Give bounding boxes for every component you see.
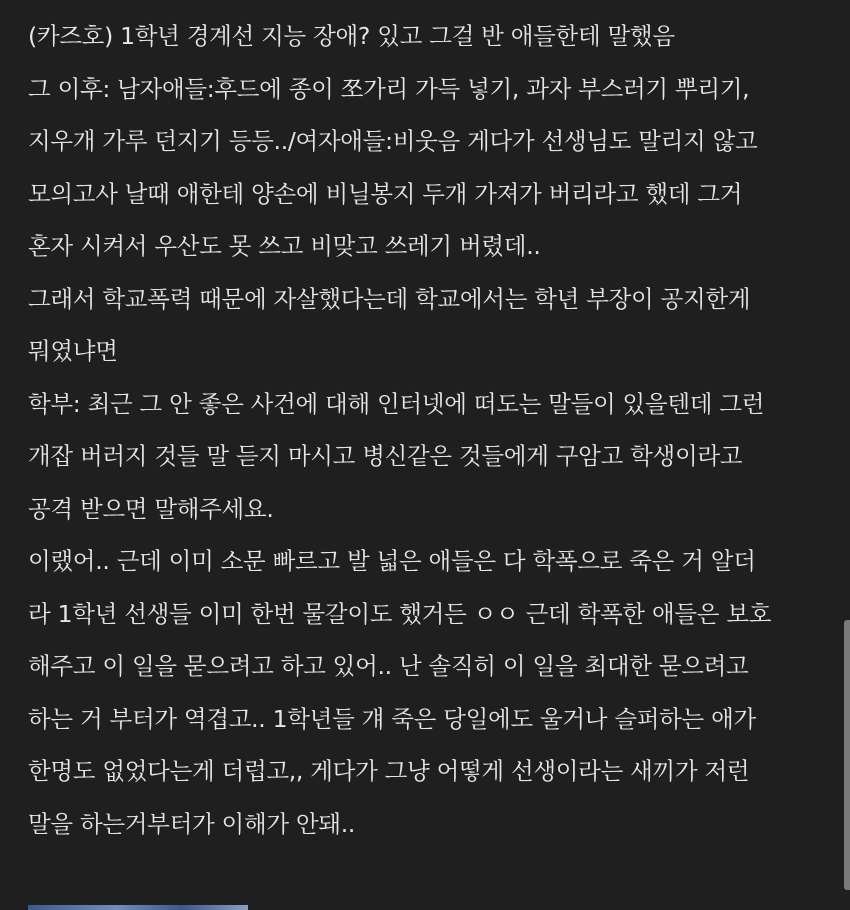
post-line-4: 모의고사 날때 애한테 양손에 비닐봉지 두개 가져가 버리라고 했데 그거 bbox=[28, 179, 743, 208]
post-line-9: 개잡 버러지 것들 말 듣지 마시고 병신같은 것들에게 구암고 학생이라고 bbox=[28, 442, 743, 470]
post-line-15: 한명도 없었다는게 더럽고,, 게다가 그냥 어떻게 선생이라는 새끼가 저런 bbox=[28, 757, 750, 785]
post-line-11: 이랬어.. 근데 이미 소문 빠르고 발 넓은 애들은 다 학폭으로 죽은 거 알더 bbox=[28, 547, 756, 575]
scrollbar-thumb[interactable] bbox=[844, 620, 850, 890]
post-line-13: 해주고 이 일을 묻으려고 하고 있어.. 난 솔직히 이 일을 최대한 묻으려고 bbox=[28, 652, 749, 680]
post-line-6: 그래서 학교폭력 때문에 자살했다는데 학교에서는 학년 부장이 공지한게 bbox=[28, 284, 751, 313]
post-line-5: 혼자 시켜서 우산도 못 쓰고 비맞고 쓰레기 버렸데.. bbox=[28, 232, 541, 260]
post-line-16: 말을 하는거부터가 이해가 안돼.. bbox=[28, 809, 356, 838]
post-line-8: 학부: 최근 그 안 좋은 사건에 대해 인터넷에 떠도는 말들이 있을텐데 그런 bbox=[28, 389, 765, 418]
post-line-14: 하는 거 부터가 역겹고.. 1학년들 걔 죽은 당일에도 울거나 슬퍼하는 애가 bbox=[28, 704, 756, 733]
post-line-1: (카즈호) 1학년 경계선 지능 장애? 있고 그걸 반 애들한테 말했음 bbox=[28, 22, 675, 50]
post-body bbox=[28, 10, 828, 850]
post-line-2: 그 이후: 남자애들:후드에 종이 쪼가리 가득 넣기, 과자 부스러기 뿌리기, bbox=[28, 74, 750, 103]
post-line-7: 뭐였냐면 bbox=[28, 337, 118, 365]
post-line-10: 공격 받으면 말해주세요. bbox=[28, 494, 274, 523]
post-line-3: 지우개 가루 던지기 등등../여자애들:비웃음 게다가 선생님도 말리지 않고 bbox=[28, 127, 758, 155]
next-content-peek bbox=[28, 905, 248, 910]
post-line-12: 라 1학년 선생들 이미 한번 물갈이도 했거든 ㅇㅇ 근데 학폭한 애들은 보호 bbox=[28, 599, 772, 628]
